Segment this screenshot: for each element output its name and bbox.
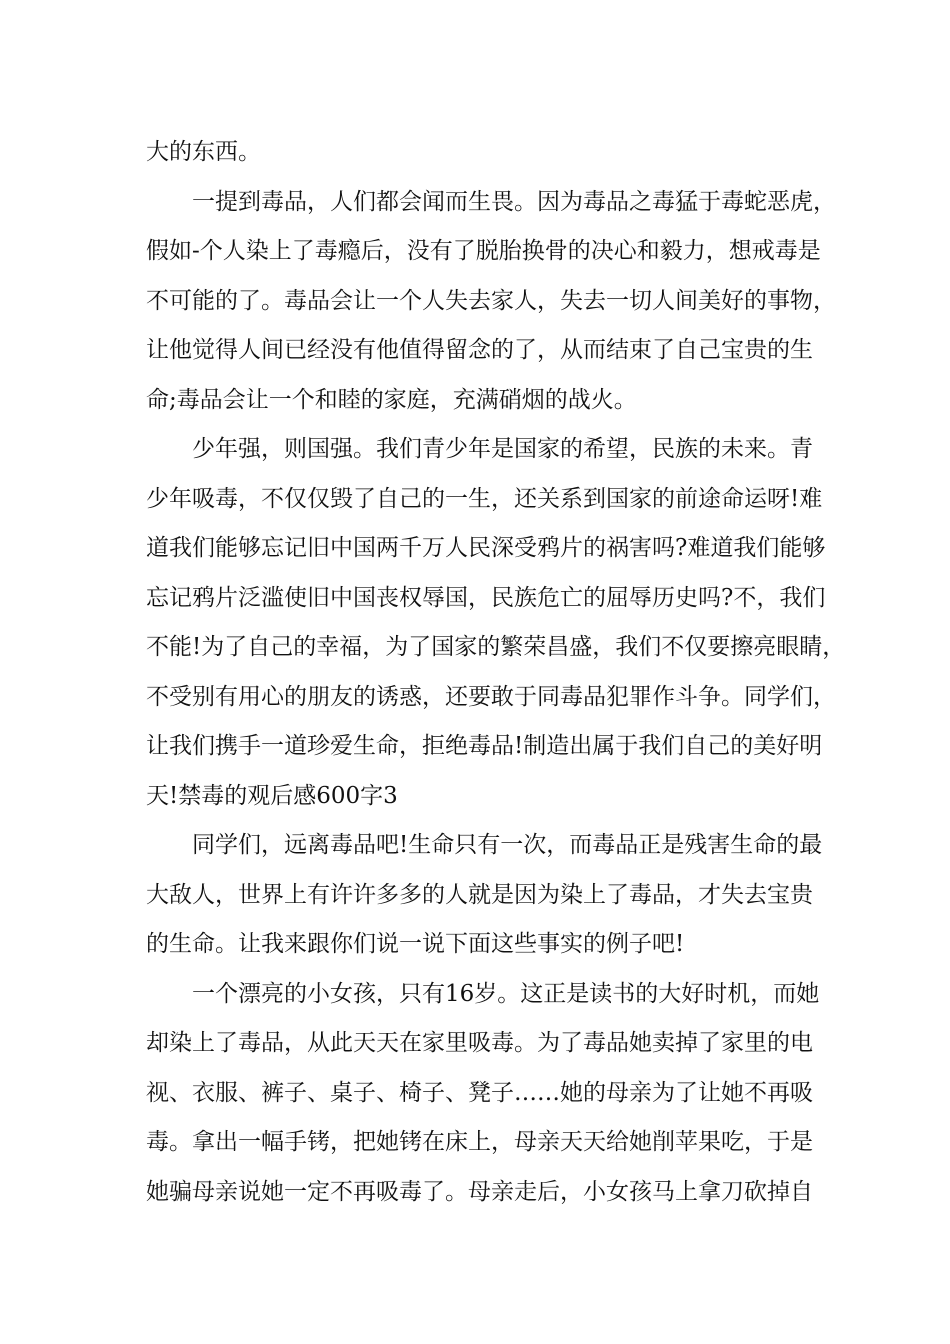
text-line: 一提到毒品，人们都会闻而生畏。因为毒品之毒猛于毒蛇恶虎，: [146, 188, 836, 215]
text-line: 少年吸毒，不仅仅毁了自己的一生，还关系到国家的前途命运呀!难: [146, 485, 823, 512]
text-line: 的生命。让我来跟你们说一说下面这些事实的例子吧!: [146, 931, 685, 957]
document-body: [146, 128, 846, 1217]
text-line: 假如-个人染上了毒瘾后，没有了脱胎换骨的决心和毅力，想戒毒是: [146, 238, 821, 264]
text-line: 命;毒品会让一个和睦的家庭，充满硝烟的战火。: [146, 386, 637, 413]
text-line: 一个漂亮的小女孩，只有16岁。这正是读书的大好时机，而她: [146, 980, 820, 1007]
text-line: 大的东西。: [146, 139, 261, 165]
text-line: 大敌人，世界上有许许多多的人就是因为染上了毒品，才失去宝贵: [146, 881, 813, 908]
text-line: 道我们能够忘记旧中国两千万人民深受鸦片的祸害吗?难道我们能够: [146, 535, 826, 561]
text-line: 她骗母亲说她一定不再吸毒了。母亲走后，小女孩马上拿刀砍掉自: [146, 1178, 813, 1205]
text-line: 不能!为了自己的幸福，为了国家的繁荣昌盛，我们不仅要擦亮眼睛，: [146, 634, 846, 660]
text-line: 同学们，远离毒品吧!生命只有一次，而毒品正是残害生命的最: [146, 832, 823, 858]
text-line: 视、衣服、裤子、桌子、椅子、凳子……她的母亲为了让她不再吸: [146, 1079, 813, 1106]
text-line: 毒。拿出一幅手铐，把她铐在床上，母亲天天给她削苹果吃，于是: [146, 1129, 813, 1155]
text-line: 天!禁毒的观后感600字3: [146, 782, 398, 809]
text-line: 不可能的了。毒品会让一个人失去家人，失去一切人间美好的事物，: [146, 287, 836, 314]
text-line: 少年强，则国强。我们青少年是国家的希望，民族的未来。青: [146, 436, 813, 462]
text-line: 忘记鸦片泛滥使旧中国丧权辱国，民族危亡的屈辱历史吗?不，我们: [146, 584, 826, 611]
text-line: 让我们携手一道珍爱生命，拒绝毒品!制造出属于我们自己的美好明: [146, 733, 823, 759]
text-line: 却染上了毒品，从此天天在家里吸毒。为了毒品她卖掉了家里的电: [146, 1030, 813, 1056]
text-line: 让他觉得人间已经没有他值得留念的了，从而结束了自己宝贵的生: [146, 337, 813, 363]
text-line: 不受别有用心的朋友的诱惑，还要敢于同毒品犯罪作斗争。同学们，: [146, 683, 836, 710]
